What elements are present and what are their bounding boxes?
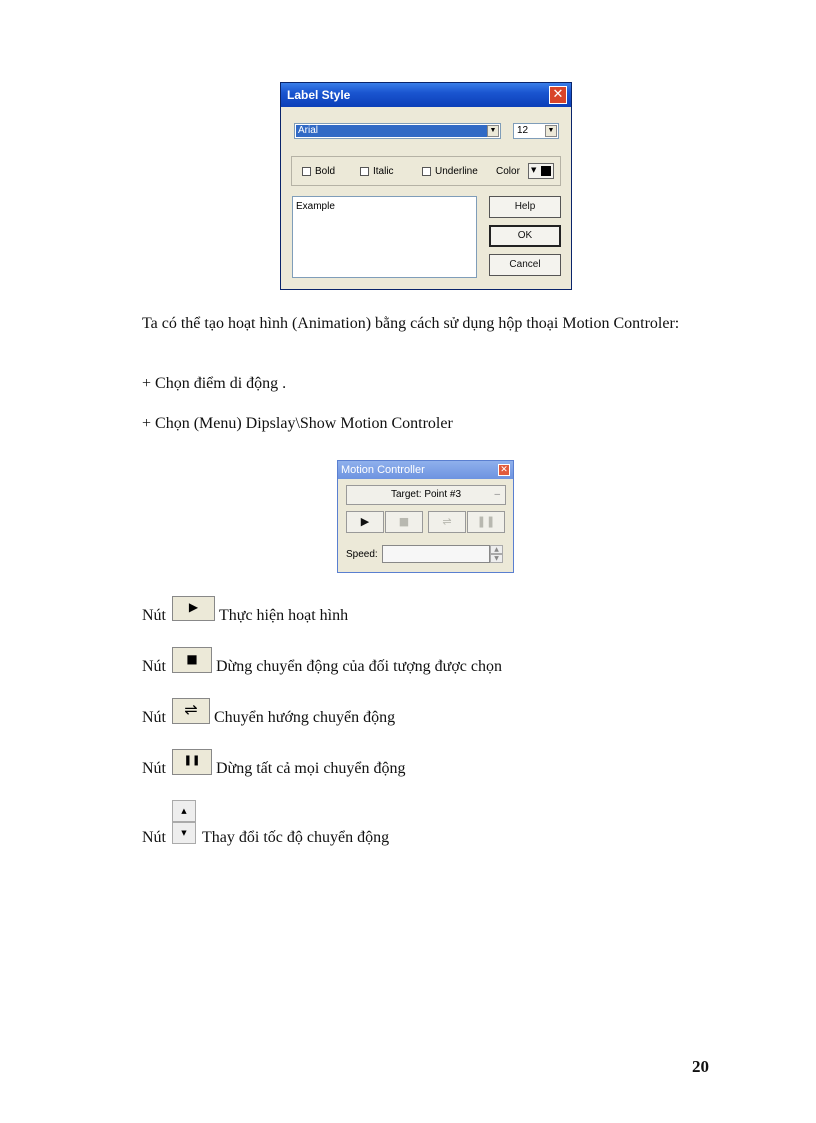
spin-up-icon[interactable]: ▲ — [490, 545, 503, 554]
motion-controller-titlebar — [338, 461, 513, 479]
stop-icon: ■ — [398, 515, 410, 528]
nut-prefix: Nút — [142, 709, 166, 726]
cancel-button[interactable]: Cancel — [489, 254, 561, 276]
style-options-group — [291, 156, 561, 186]
nut-prefix: Nút — [142, 760, 166, 777]
chevron-down-icon[interactable]: ▼ — [545, 125, 557, 137]
label-style-dialog — [280, 82, 572, 290]
italic-label: Italic — [373, 166, 394, 177]
dialog-title: Label Style — [287, 88, 351, 102]
bold-label: Bold — [315, 166, 336, 177]
checkbox-box[interactable] — [302, 167, 311, 176]
reverse-icon: ⇌ — [442, 515, 452, 528]
target-select[interactable] — [346, 485, 506, 505]
speed-spinner-icon — [172, 800, 196, 844]
pause-icon: ❚❚ — [172, 749, 212, 775]
size-select[interactable] — [513, 123, 559, 139]
motion-controller-dialog — [337, 460, 514, 573]
underline-label: Underline — [435, 166, 478, 177]
color-picker[interactable] — [528, 163, 554, 179]
help-button[interactable]: Help — [489, 196, 561, 218]
speed-description: Thay đổi tốc độ chuyển động — [202, 829, 390, 846]
motion-controller-title: Motion Controller — [341, 464, 425, 476]
speed-input[interactable] — [382, 545, 490, 563]
target-label: Target: Point #3 — [390, 489, 462, 500]
speed-label: Speed: — [346, 549, 378, 560]
example-preview — [292, 196, 477, 278]
color-label: Color — [496, 166, 520, 177]
reverse-button[interactable] — [428, 511, 466, 533]
step-show-motion-controller: + Chọn (Menu) Dipslay\Show Motion Controler — [142, 415, 453, 432]
bold-checkbox[interactable] — [302, 166, 335, 177]
chevron-down-icon: ▼ — [531, 166, 537, 174]
nut-prefix: Nút — [142, 607, 166, 624]
play-button[interactable] — [346, 511, 384, 533]
example-text: Example — [296, 201, 335, 212]
step-select-point: + Chọn điểm di động . — [142, 375, 287, 392]
reverse-description: Chuyển hướng chuyển động — [214, 709, 396, 726]
play-icon: ▶ — [360, 515, 370, 528]
chevron-down-icon[interactable]: ▼ — [487, 125, 499, 137]
minus-icon: – — [494, 489, 500, 500]
label-style-titlebar — [281, 83, 571, 107]
close-icon[interactable]: ✕ — [498, 464, 510, 476]
nut-prefix: Nút — [142, 658, 166, 675]
play-icon: ▶ — [172, 596, 215, 621]
reverse-icon: ⇌ — [172, 698, 210, 724]
checkbox-box[interactable] — [360, 167, 369, 176]
checkbox-box[interactable] — [422, 167, 431, 176]
play-description: Thực hiện hoạt hình — [219, 607, 349, 624]
pause-icon: ❚❚ — [476, 515, 496, 528]
size-select-value: 12 — [517, 125, 529, 136]
font-select[interactable] — [294, 123, 501, 139]
close-icon[interactable]: ✕ — [549, 86, 567, 104]
ok-button[interactable]: OK — [489, 225, 561, 247]
spin-up-icon: ▲ — [172, 800, 196, 822]
nut-prefix: Nút — [142, 829, 166, 846]
stop-button[interactable] — [385, 511, 423, 533]
italic-checkbox[interactable] — [360, 166, 394, 177]
page-number: 20 — [692, 1057, 709, 1076]
pause-description: Dừng tất cả mọi chuyển động — [216, 760, 406, 777]
intro-paragraph: Ta có thể tạo hoạt hình (Animation) bằng cách sử dụng hộp thoại Motion Controler: — [142, 315, 680, 332]
spin-down-icon: ▼ — [172, 822, 196, 844]
stop-description: Dừng chuyển động của đối tượng được chọn — [216, 658, 502, 675]
pause-button[interactable] — [467, 511, 505, 533]
underline-checkbox[interactable] — [422, 166, 478, 177]
spin-down-icon[interactable]: ▼ — [490, 554, 503, 563]
color-swatch — [541, 166, 551, 176]
font-select-value: Arial — [296, 125, 499, 137]
stop-icon: ■ — [172, 647, 212, 673]
